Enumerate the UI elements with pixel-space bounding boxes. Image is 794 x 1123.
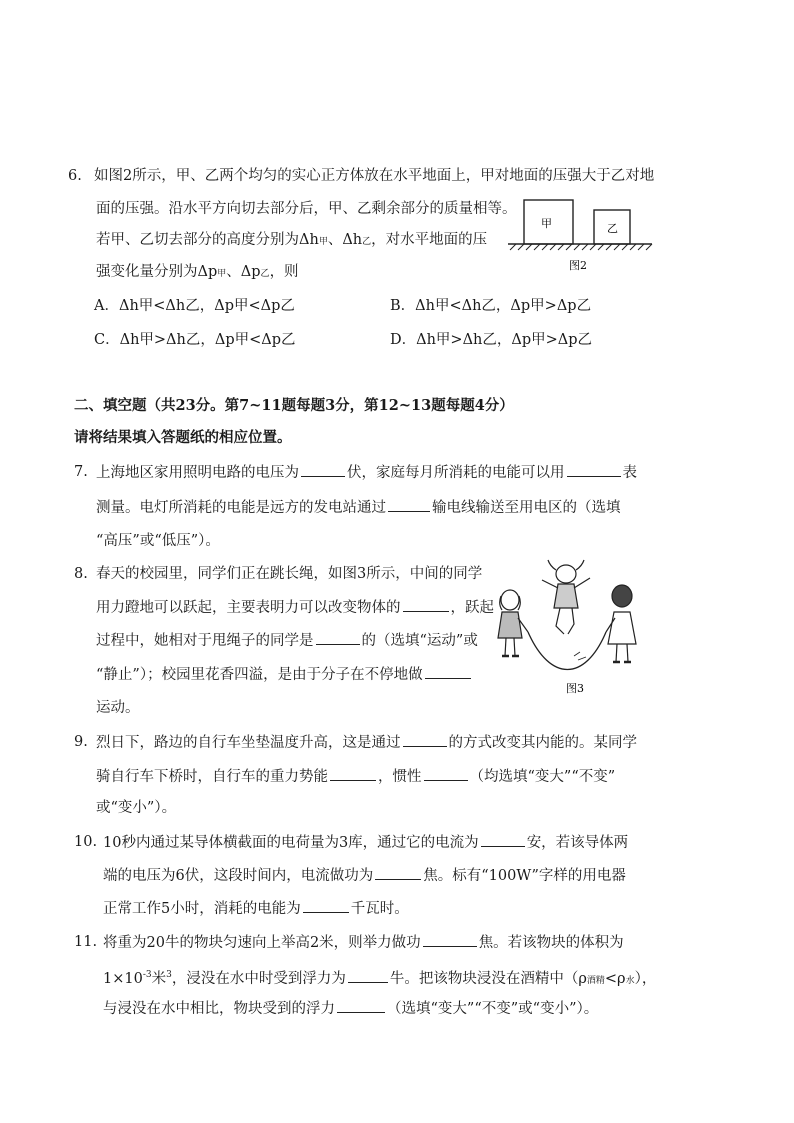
figure-2-label: 图2 — [569, 259, 587, 272]
figure-2 — [504, 196, 656, 274]
q11-blank-1[interactable] — [423, 932, 477, 947]
q11-line-3: 与浸没在水中相比，物块受到的浮力 （选填“变大”“不变”或“变小”）。 — [103, 998, 598, 1019]
q11-number: 11. — [74, 934, 98, 950]
q6-option-d: D．Δh甲>Δh乙，Δp甲>Δp乙 — [390, 332, 593, 348]
block-jia-label: 甲 — [541, 217, 552, 230]
q10-blank-1[interactable] — [481, 832, 525, 847]
q6-line-3: 若甲、乙切去部分的高度分别为Δh甲、Δh乙，对水平地面的压 — [96, 232, 488, 248]
q8-line-3: 过程中，她相对于甩绳子的同学是 的（选填“运动”或 — [96, 630, 478, 651]
q10-line-2: 端的电压为6伏，这段时间内，电流做功为 焦。标有“100W”字样的用电器 — [103, 865, 626, 886]
q6-number: 6. — [68, 168, 82, 184]
q9-line-2: 骑自行车下桥时，自行车的重力势能 ，惯性 （均选填“变大”“不变” — [96, 766, 615, 787]
q8-number: 8. — [74, 566, 88, 582]
q8-blank-1[interactable] — [403, 597, 449, 612]
q6-option-b: B．Δh甲<Δh乙，Δp甲>Δp乙 — [390, 298, 592, 314]
q7-blank-1[interactable] — [301, 462, 345, 477]
q6-option-c: C．Δh甲>Δh乙，Δp甲<Δp乙 — [94, 332, 296, 348]
ground-hatch — [510, 244, 652, 250]
left-girl-figure — [498, 590, 528, 656]
figure-3-jump-rope — [490, 556, 644, 698]
jumping-girl-figure — [542, 560, 590, 634]
q10-blank-2[interactable] — [375, 865, 421, 880]
right-girl-figure — [606, 585, 636, 662]
rope — [528, 632, 606, 670]
section-2-title: 二、填空题（共23分。第7~11题每题3分，第12~13题每题4分） — [74, 397, 514, 414]
q6-line-2: 面的压强。沿水平方向切去部分后，甲、乙剩余部分的质量相等。 — [96, 201, 517, 217]
q11-blank-3[interactable] — [337, 998, 385, 1013]
q8-line-5: 运动。 — [96, 700, 140, 716]
q7-blank-2[interactable] — [567, 462, 621, 477]
q9-number: 9. — [74, 734, 88, 750]
q11-line-2: $1\times 10^{-3}$米$^3$，浸没在水中时受到浮力为 牛。把该物块浸没在酒精中（ρ酒精<ρ水）， — [103, 965, 656, 991]
figure-3-label: 图3 — [566, 682, 584, 695]
q11-blank-2[interactable] — [348, 968, 388, 983]
q7-number: 7. — [74, 464, 88, 480]
q9-blank-3[interactable] — [424, 766, 468, 781]
q6-line-1: 如图2所示，甲、乙两个均匀的实心正方体放在水平地面上，甲对地面的压强大于乙对地 — [94, 168, 655, 184]
q7-blank-3[interactable] — [388, 497, 430, 512]
q7-line-1: 上海地区家用照明电路的电压为 伏，家庭每月所消耗的电能可以用 表 — [96, 462, 637, 483]
q9-blank-1[interactable] — [403, 732, 447, 747]
block-yi-label: 乙 — [607, 222, 618, 235]
q8-blank-2[interactable] — [316, 630, 360, 645]
q8-line-1: 春天的校园里，同学们正在跳长绳，如图3所示，中间的同学 — [96, 566, 483, 582]
q9-line-1: 烈日下，路边的自行车坐垫温度升高，这是通过 的方式改变其内能的。某同学 — [96, 732, 637, 753]
q6-option-a: A．Δh甲<Δh乙，Δp甲<Δp乙 — [94, 298, 295, 314]
q10-line-3: 正常工作5小时，消耗的电能为 千瓦时。 — [103, 898, 409, 919]
q8-blank-3[interactable] — [425, 664, 471, 679]
q8-line-4: “静止”）；校园里花香四溢，是由于分子在不停地做 — [96, 664, 473, 685]
q11-line-1: 将重为20牛的物块匀速向上举高2米，则举力做功 焦。若该物块的体积为 — [103, 932, 624, 953]
q9-blank-2[interactable] — [330, 766, 376, 781]
q8-line-2: 用力蹬地可以跃起，主要表明力可以改变物体的 ，跃起 — [96, 597, 494, 618]
q10-number: 10. — [74, 834, 98, 850]
q10-blank-3[interactable] — [303, 898, 349, 913]
q7-line-3: “高压”或“低压”）。 — [96, 533, 220, 549]
q7-line-2: 测量。电灯所消耗的电能是远方的发电站通过 输电线输送至用电区的（选填 — [96, 497, 621, 518]
q10-line-1: 10秒内通过某导体横截面的电荷量为3库，通过它的电流为 安，若该导体两 — [103, 832, 628, 853]
q9-line-3: 或“变小”）。 — [96, 800, 177, 816]
section-2-note: 请将结果填入答题纸的相应位置。 — [74, 429, 292, 446]
q6-line-4: 强变化量分别为Δp甲、Δp乙，则 — [96, 264, 299, 280]
